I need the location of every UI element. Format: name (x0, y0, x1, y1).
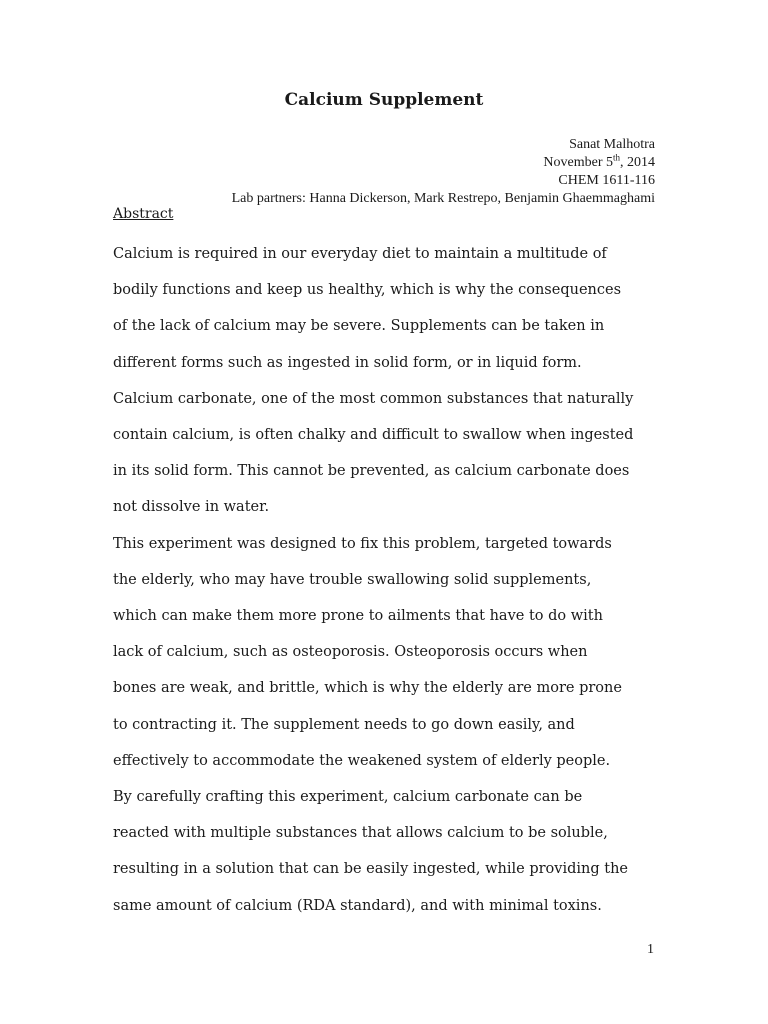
body-line: reacted with multiple substances that allows calcium to be soluble, (113, 825, 608, 842)
body-line: in its solid form. This cannot be prevented, as calcium carbonate does (113, 463, 630, 480)
body-line: effectively to accommodate the weakened system of elderly people. (113, 752, 611, 769)
report-date (232, 154, 655, 172)
body-line: resulting in a solution that can be easily ingested, while providing the (113, 861, 628, 878)
document-title: Calcium Supplement (284, 90, 484, 110)
body-line: contain calcium, is often chalky and difficult to swallow when ingested (113, 427, 634, 444)
course-code: CHEM 1611-116 (558, 173, 655, 188)
body-line: the elderly, who may have trouble swallowing solid supplements, (113, 571, 592, 588)
body-line: lack of calcium, such as osteoporosis. Osteoporosis occurs when (113, 644, 588, 661)
page-number: 1 (647, 942, 654, 957)
body-line: of the lack of calcium may be severe. Supplements can be taken in (113, 318, 605, 335)
body-line: same amount of calcium (RDA standard), and with minimal toxins. (113, 897, 602, 914)
date-ordinal: th (612, 152, 620, 163)
date-suffix: , 2014 (620, 155, 655, 170)
body-line: which can make them more prone to ailments that have to do with (113, 608, 603, 625)
lab-partners: Lab partners: Hanna Dickerson, Mark Restrepo, Benjamin Ghaemmaghami (231, 191, 655, 206)
body-line: bodily functions and keep us healthy, which is why the consequences (113, 282, 622, 299)
body-line: to contracting it. The supplement needs to go down easily, and (113, 716, 575, 733)
body-line: different forms such as ingested in solid form, or in liquid form. (113, 354, 582, 371)
abstract-body (113, 236, 661, 924)
abstract-heading: Abstract (113, 206, 174, 222)
author-name: Sanat Malhotra (569, 137, 655, 152)
body-line: Calcium is required in our everyday diet to maintain a multitude of (113, 246, 607, 262)
author-block (232, 136, 655, 208)
body-line: This experiment was designed to fix this problem, targeted towards (113, 535, 612, 552)
date-prefix: November 5 (543, 155, 613, 170)
body-line: By carefully crafting this experiment, calcium carbonate can be (113, 789, 583, 806)
body-line: Calcium carbonate, one of the most common substances that naturally (113, 390, 634, 407)
body-line: not dissolve in water. (113, 499, 270, 516)
body-line: bones are weak, and brittle, which is why the elderly are more prone (113, 680, 622, 697)
